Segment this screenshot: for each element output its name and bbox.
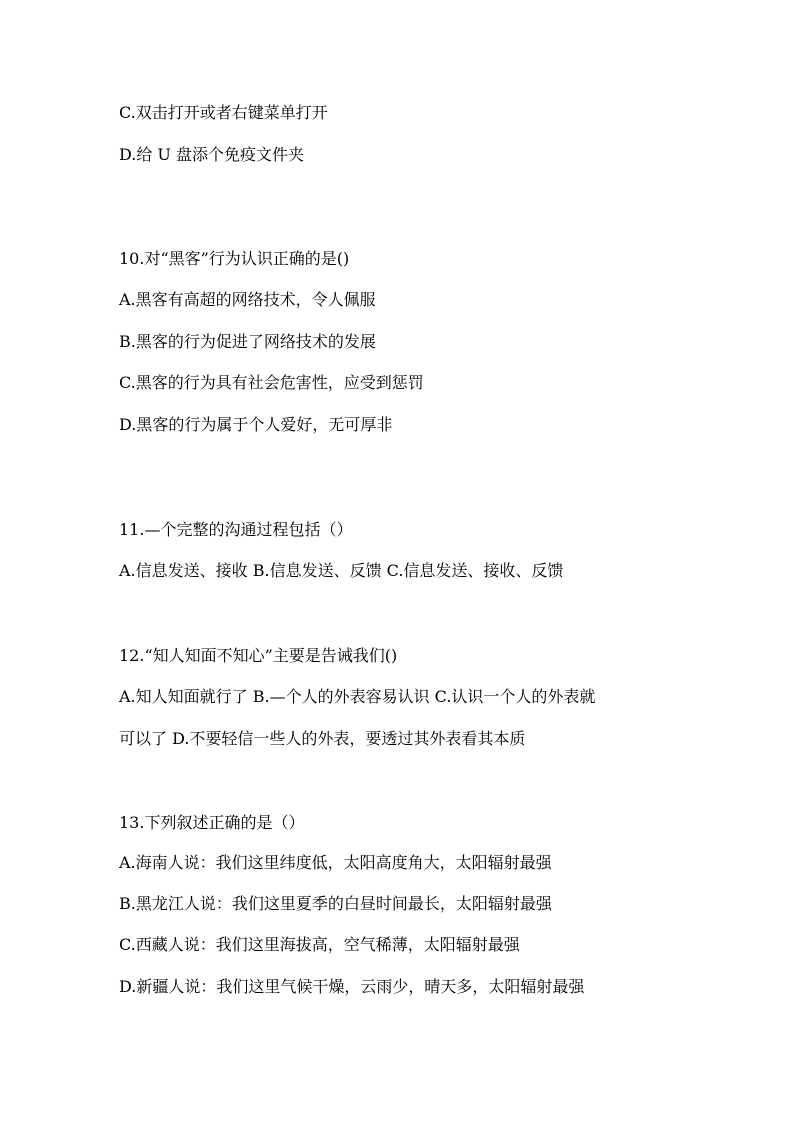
q10-option-c: C.黑客的行为具有社会危害性，应受到惩罚 (119, 373, 424, 392)
q12-options-line2: 可以了 D.不要轻信一些人的外表，要透过其外表看其本质 (119, 729, 526, 748)
q9-option-d: D.给 U 盘添个免疫文件夹 (119, 145, 305, 164)
q9-option-c: C.双击打开或者右键菜单打开 (119, 103, 328, 122)
q10-option-d: D.黑客的行为属于个人爱好，无可厚非 (119, 415, 393, 434)
q10-option-a: A.黑客有高超的网络技术，令人佩服 (119, 290, 376, 309)
q13-option-b: B.黑龙江人说：我们这里夏季的白昼时间最长，太阳辐射最强 (119, 894, 552, 913)
q10-option-b: B.黑客的行为促进了网络技术的发展 (119, 332, 376, 351)
q11-options: A.信息发送、接收 B.信息发送、反馈 C.信息发送、接收、反馈 (119, 561, 564, 580)
q12-question: 12.“知人知面不知心”主要是告诫我们() (119, 646, 398, 665)
q12-options-line1: A.知人知面就行了 B.—个人的外表容易认识 C.认识一个人的外表就 (119, 687, 596, 706)
q13-question: 13.下列叙述正确的是（） (119, 813, 305, 832)
q11-question: 11.—个完整的沟通过程包括（） (119, 520, 353, 539)
q13-option-d: D.新疆人说：我们这里气候干燥，云雨少，晴天多，太阳辐射最强 (119, 977, 585, 996)
q13-option-a: A.海南人说：我们这里纬度低，太阳高度角大，太阳辐射最强 (119, 853, 552, 872)
q13-option-c: C.西藏人说：我们这里海拔高，空气稀薄，太阳辐射最强 (119, 935, 520, 954)
q10-question: 10.对“黑客”行为认识正确的是() (119, 249, 350, 268)
